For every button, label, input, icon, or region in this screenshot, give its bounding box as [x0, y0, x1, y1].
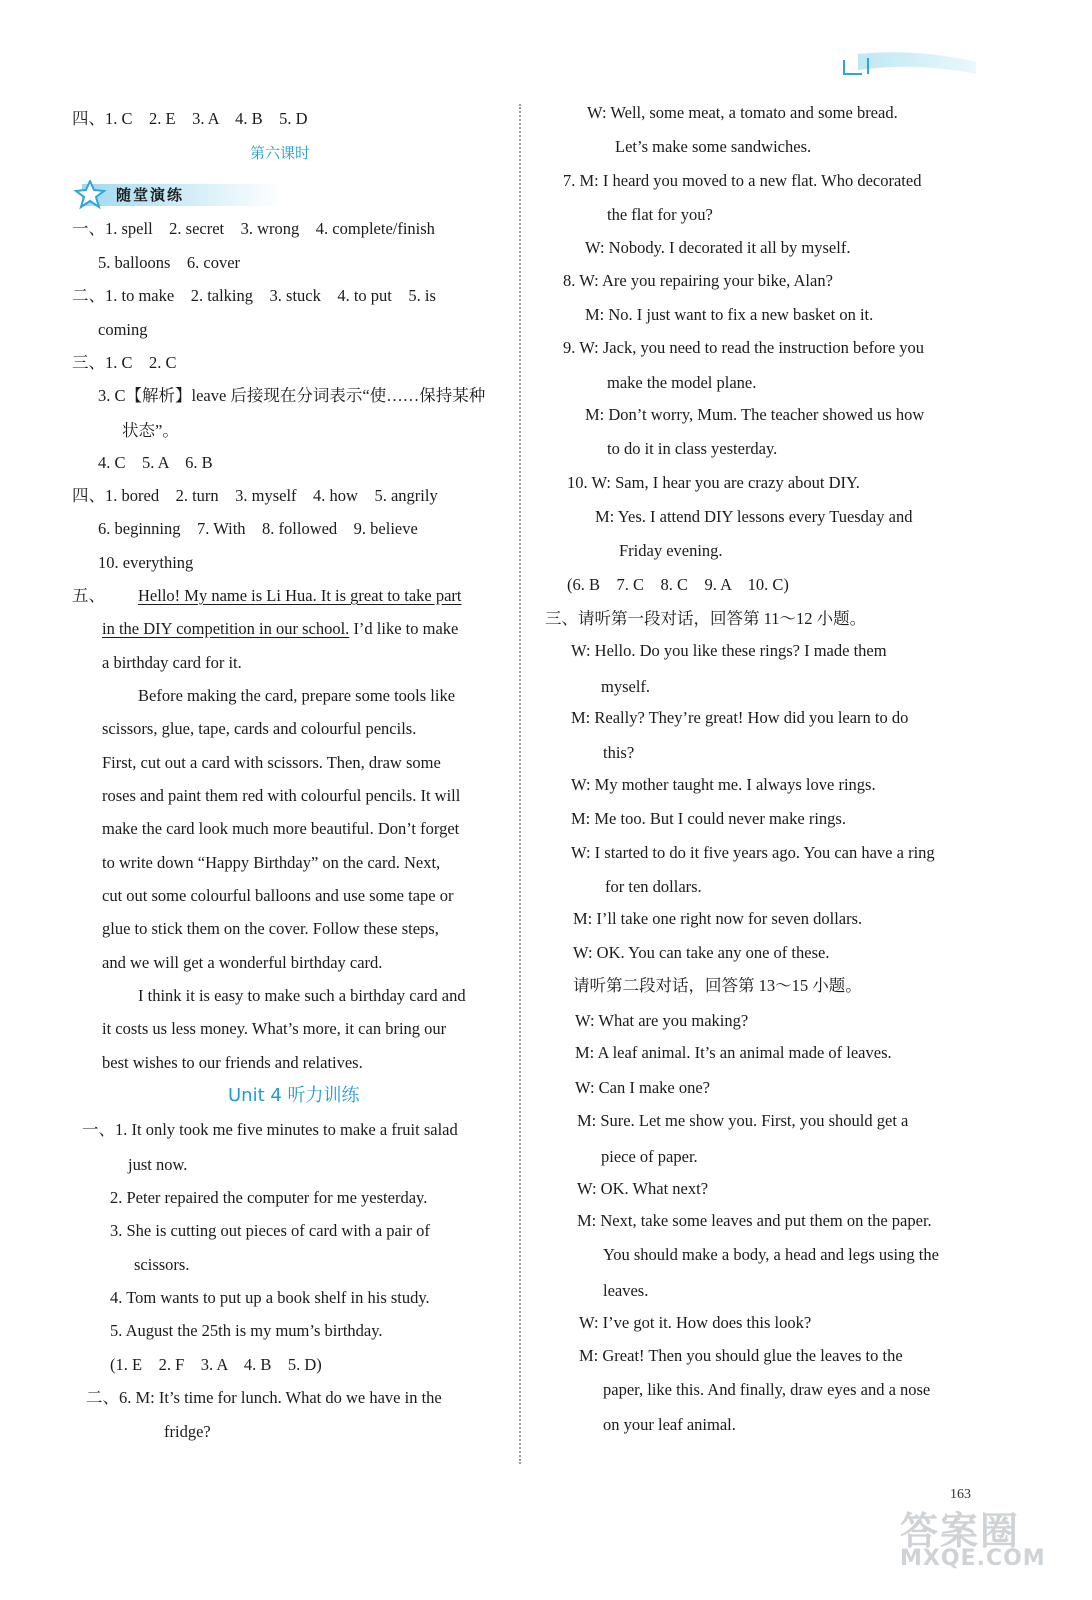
- dialogue-line: 10. W: Sam, I hear you are crazy about DIY.: [567, 473, 860, 492]
- answers-section-4b: 四、1. bored 2. turn 3. myself 4. how 5. angrily: [72, 486, 438, 505]
- dialogue-line: for ten dollars.: [605, 877, 702, 896]
- dialogue-line: make the model plane.: [607, 373, 757, 392]
- answers-section-1: 一、1. spell 2. secret 3. wrong 4. complete/finish: [72, 219, 435, 238]
- listening-answers-2: (6. B 7. C 8. C 9. A 10. C): [567, 575, 789, 594]
- essay-line: to write down “Happy Birthday” on the card. Next,: [102, 853, 441, 872]
- dialogue-line: M: Really? They’re great! How did you learn to do: [571, 708, 909, 727]
- dialogue-line: W: OK. What next?: [577, 1179, 709, 1198]
- answers-section-3-note-cont: 状态”。: [122, 421, 179, 440]
- answers-section-2-cont: coming: [98, 320, 148, 339]
- dialogue-line: W: OK. You can take any one of these.: [573, 943, 830, 962]
- dialogue-line: leaves.: [603, 1281, 649, 1300]
- essay-line: make the card look much more beautiful. Don’t forget: [102, 819, 460, 838]
- dialogue-line: M: Me too. But I could never make rings.: [571, 809, 846, 828]
- dialogue-line: to do it in class yesterday.: [607, 439, 778, 458]
- practice-badge: [72, 180, 282, 210]
- dialogue-line: W: I’ve got it. How does this look?: [579, 1313, 812, 1332]
- dialogue-line: W: Well, some meat, a tomato and some bread.: [587, 103, 898, 122]
- essay-line: I think it is easy to make such a birthday card and: [138, 986, 466, 1005]
- answers-section-3-note: 3. C【解析】leave 后接现在分词表示“使……保持某种: [98, 386, 486, 405]
- essay-line: Hello! My name is Li Hua. It is great to take part: [138, 586, 462, 605]
- dialogue-line: M: A leaf animal. It’s an animal made of leaves.: [575, 1043, 892, 1062]
- listening-2: 2. Peter repaired the computer for me yesterday.: [110, 1188, 428, 1207]
- dialogue-line: on your leaf animal.: [603, 1415, 736, 1434]
- answers-section-1-cont: 5. balloons 6. cover: [98, 253, 241, 272]
- essay-line: it costs us less money. What’s more, it can bring our: [102, 1019, 447, 1038]
- essay-underlined: in the DIY competition in our school.: [102, 619, 350, 638]
- essay-line: and we will get a wonderful birthday card.: [102, 953, 383, 972]
- dialogue-line: W: Can I make one?: [575, 1078, 710, 1097]
- dialogue-line: M: Don’t worry, Mum. The teacher showed us how: [585, 405, 925, 424]
- listening-5: 5. August the 25th is my mum’s birthday.: [110, 1321, 383, 1340]
- dialogue-line: W: Nobody. I decorated it all by myself.: [585, 238, 851, 257]
- essay-text: I’d like to make: [349, 619, 459, 638]
- dialogue-line: 8. W: Are you repairing your bike, Alan?: [563, 271, 833, 290]
- dialogue-line: Friday evening.: [619, 541, 723, 560]
- section-3-instruction: 三、请听第一段对话，回答第 11～12 小题。: [545, 609, 867, 628]
- dialogue-line: 7. M: I heard you moved to a new flat. Who decorated: [563, 171, 922, 190]
- watermark-bottom: MXQE.COM: [900, 1546, 1046, 1571]
- dialogue-line: M: Great! Then you should glue the leaves to the: [579, 1346, 903, 1365]
- essay-line: a birthday card for it.: [102, 653, 242, 672]
- dialogue-line: M: Yes. I attend DIY lessons every Tuesday and: [595, 507, 913, 526]
- dialogue-line: W: My mother taught me. I always love rings.: [571, 775, 876, 794]
- listening-3-cont: scissors.: [134, 1255, 190, 1274]
- listening-4: 4. Tom wants to put up a book shelf in his study.: [110, 1288, 430, 1307]
- essay-line: best wishes to our friends and relatives.: [102, 1053, 363, 1072]
- essay-line: glue to stick them on the cover. Follow these steps,: [102, 919, 439, 938]
- answers-section-2: 二、1. to make 2. talking 3. stuck 4. to put 5. is: [72, 286, 436, 305]
- lesson-title: 第六课时: [250, 144, 311, 162]
- page-number: 163: [950, 1487, 971, 1502]
- answers-section-4b-cont2: 10. everything: [98, 553, 194, 572]
- listening-3: 3. She is cutting out pieces of card with a pair of: [110, 1221, 430, 1240]
- essay-line: roses and paint them red with colourful pencils. It will: [102, 786, 461, 805]
- essay-label: 五、: [72, 586, 105, 605]
- dialogue-line: Let’s make some sandwiches.: [615, 137, 812, 156]
- column-divider: [519, 104, 521, 1464]
- essay-line: cut out some colourful balloons and use some tape or: [102, 886, 454, 905]
- dialogue-line: You should make a body, a head and legs using the: [603, 1245, 939, 1264]
- second-dialogue-instruction: 请听第二段对话，回答第 13～15 小题。: [573, 976, 862, 995]
- listening-1: 一、1. It only took me five minutes to make a fruit salad: [82, 1120, 458, 1139]
- dialogue-line: M: Next, take some leaves and put them on the paper.: [577, 1211, 932, 1230]
- essay-line: scissors, glue, tape, cards and colourful pencils.: [102, 719, 417, 738]
- essay-line: First, cut out a card with scissors. Then, draw some: [102, 753, 441, 772]
- dialogue-line: W: I started to do it five years ago. You can have a ring: [571, 843, 935, 862]
- dialogue-line: W: Hello. Do you like these rings? I made them: [571, 641, 887, 660]
- dialogue-line: this?: [603, 743, 635, 762]
- header-decoration-icon: [838, 48, 978, 84]
- answers-section-3-cont: 4. C 5. A 6. B: [98, 453, 213, 472]
- dialogue-6: 二、6. M: It’s time for lunch. What do we have in the: [86, 1388, 442, 1407]
- unit-title: Unit 4 听力训练: [228, 1085, 360, 1106]
- answers-section-4b-cont: 6. beginning 7. With 8. followed 9. believe: [98, 519, 418, 538]
- practice-badge-label: 随堂演练: [116, 186, 185, 204]
- listening-1-cont: just now.: [128, 1155, 188, 1174]
- listening-answers-1: (1. E 2. F 3. A 4. B 5. D): [110, 1355, 322, 1374]
- essay-line: Before making the card, prepare some tools like: [138, 686, 456, 705]
- answers-section-3: 三、1. C 2. C: [72, 353, 177, 372]
- dialogue-6-cont: fridge?: [164, 1422, 211, 1441]
- dialogue-line: W: What are you making?: [575, 1011, 749, 1030]
- answers-section-4: 四、1. C 2. E 3. A 4. B 5. D: [72, 109, 308, 128]
- dialogue-line: myself.: [601, 677, 651, 696]
- dialogue-line: piece of paper.: [601, 1147, 698, 1166]
- watermark-top: 答案圈: [900, 1509, 1021, 1553]
- dialogue-line: M: No. I just want to fix a new basket on it.: [585, 305, 874, 324]
- dialogue-line: M: I’ll take one right now for seven dollars.: [573, 909, 863, 928]
- dialogue-line: M: Sure. Let me show you. First, you should get a: [577, 1111, 909, 1130]
- watermark-logo: [900, 1500, 1046, 1571]
- dialogue-line: paper, like this. And finally, draw eyes and a nose: [603, 1380, 931, 1399]
- essay-line: [102, 618, 458, 640]
- dialogue-line: 9. W: Jack, you need to read the instruction before you: [563, 338, 925, 357]
- dialogue-line: the flat for you?: [607, 205, 713, 224]
